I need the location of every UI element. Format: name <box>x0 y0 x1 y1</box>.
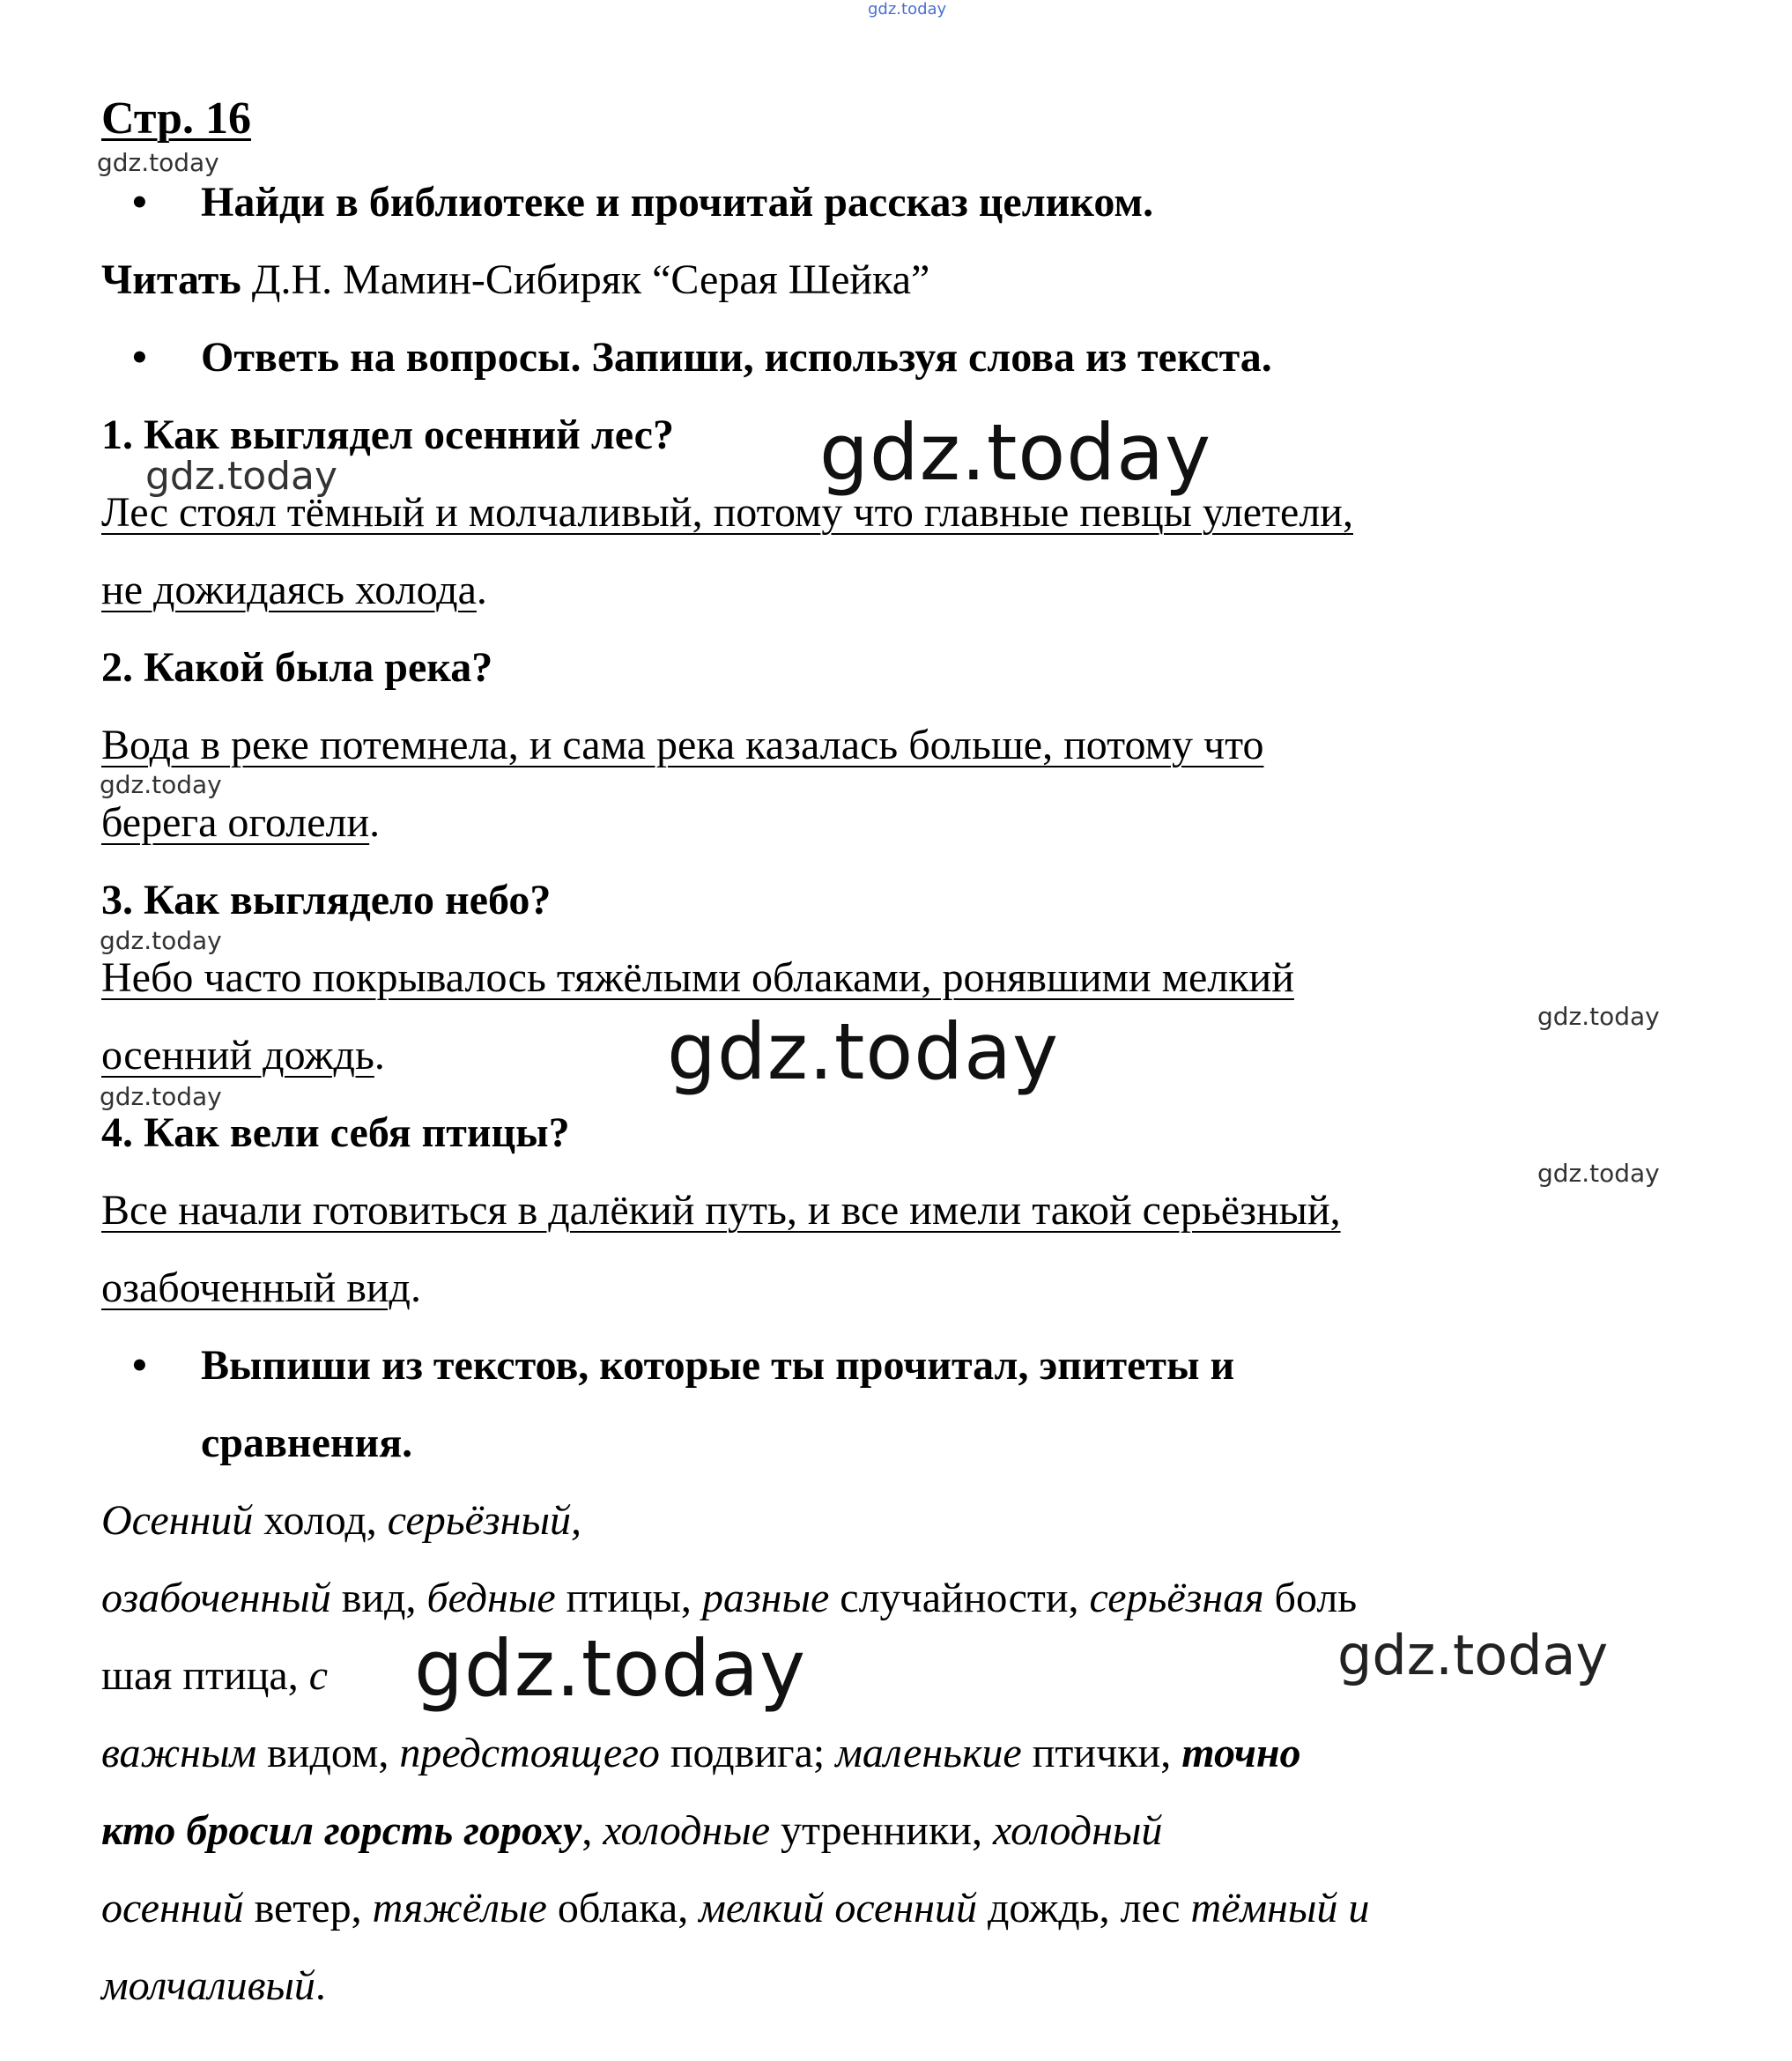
watermark: gdz.today <box>100 770 222 799</box>
epithets-line-5: кто бросил горсть гороху, холодные утренники, холодный <box>101 1807 1163 1854</box>
watermark: gdz.today <box>100 926 222 955</box>
answer-1-line-1: Лес стоял тёмный и молчаливый, потому что главные певцы улетели, <box>101 489 1353 536</box>
read-text: Д.Н. Мамин-Сибиряк “Серая Шейка” <box>251 256 930 303</box>
watermark: gdz.today <box>145 454 338 499</box>
watermark-top: gdz.today <box>868 0 947 19</box>
watermark: gdz.today <box>97 148 219 177</box>
answer-2-line-1: Вода в реке потемнела, и сама река казалась больше, потому что <box>101 722 1264 768</box>
watermark-large: gdz.today <box>819 407 1212 498</box>
watermark: gdz.today <box>1537 1159 1660 1188</box>
answer-3-line-2: осенний дождь. <box>101 1032 385 1079</box>
question-1: 1. Как выглядел осенний лес? <box>101 411 674 458</box>
task-find-story <box>132 176 1153 229</box>
epithets-line-7: молчаливый. <box>101 1962 326 2009</box>
watermark: gdz.today <box>1337 1623 1609 1687</box>
answer-2-line-2: берега оголели. <box>101 799 381 846</box>
watermark-large: gdz.today <box>667 1006 1060 1097</box>
epithets-line-6: осенний ветер, тяжёлые облака, мелкий осенний дождь, лес тёмный и <box>101 1885 1370 1931</box>
bullet-icon: • <box>132 1342 147 1389</box>
watermark: gdz.today <box>1537 1002 1660 1031</box>
question-4: 4. Как вели себя птицы? <box>101 1109 570 1156</box>
answer-1-line-2: не дожидаясь холода. <box>101 567 487 613</box>
epithets-line-1: Осенний холод, серьёзный, <box>101 1497 581 1544</box>
page-title: Стр. 16 <box>101 93 251 144</box>
answer-4-line-2: озабоченный вид. <box>101 1264 421 1311</box>
answer-4-line-1: Все начали готовиться в далёкий путь, и все имели такой серьёзный, <box>101 1187 1341 1234</box>
answer-3-line-1: Небо часто покрывалось тяжёлыми облаками, ронявшими мелкий <box>101 954 1294 1001</box>
watermark: gdz.today <box>100 1082 222 1111</box>
epithets-line-3: шая птица, с <box>101 1652 328 1699</box>
task-text: Выпиши из текстов, которые ты прочитал, эпитеты и <box>201 1342 1235 1389</box>
task-text: Найди в библиотеке и прочитай рассказ целиком. <box>201 179 1154 226</box>
watermark-large: gdz.today <box>414 1623 807 1714</box>
task-write-epithets-cont: сравнения. <box>201 1420 413 1466</box>
epithets-line-4: важным видом, предстоящего подвига; маленькие птички, точно <box>101 1730 1301 1776</box>
task-answer-questions <box>132 331 1272 384</box>
question-2: 2. Какой была река? <box>101 644 493 691</box>
question-3: 3. Как выглядело небо? <box>101 877 552 923</box>
bullet-icon: • <box>132 334 147 381</box>
read-line <box>101 254 929 307</box>
epithets-line-2: озабоченный вид, бедные птицы, разные случайности, серьёзная боль <box>101 1575 1358 1621</box>
bullet-icon: • <box>132 179 147 226</box>
read-label: Читать <box>101 256 241 303</box>
task-write-epithets <box>132 1339 1234 1392</box>
task-text: Ответь на вопросы. Запиши, используя слова из текста. <box>201 334 1272 381</box>
